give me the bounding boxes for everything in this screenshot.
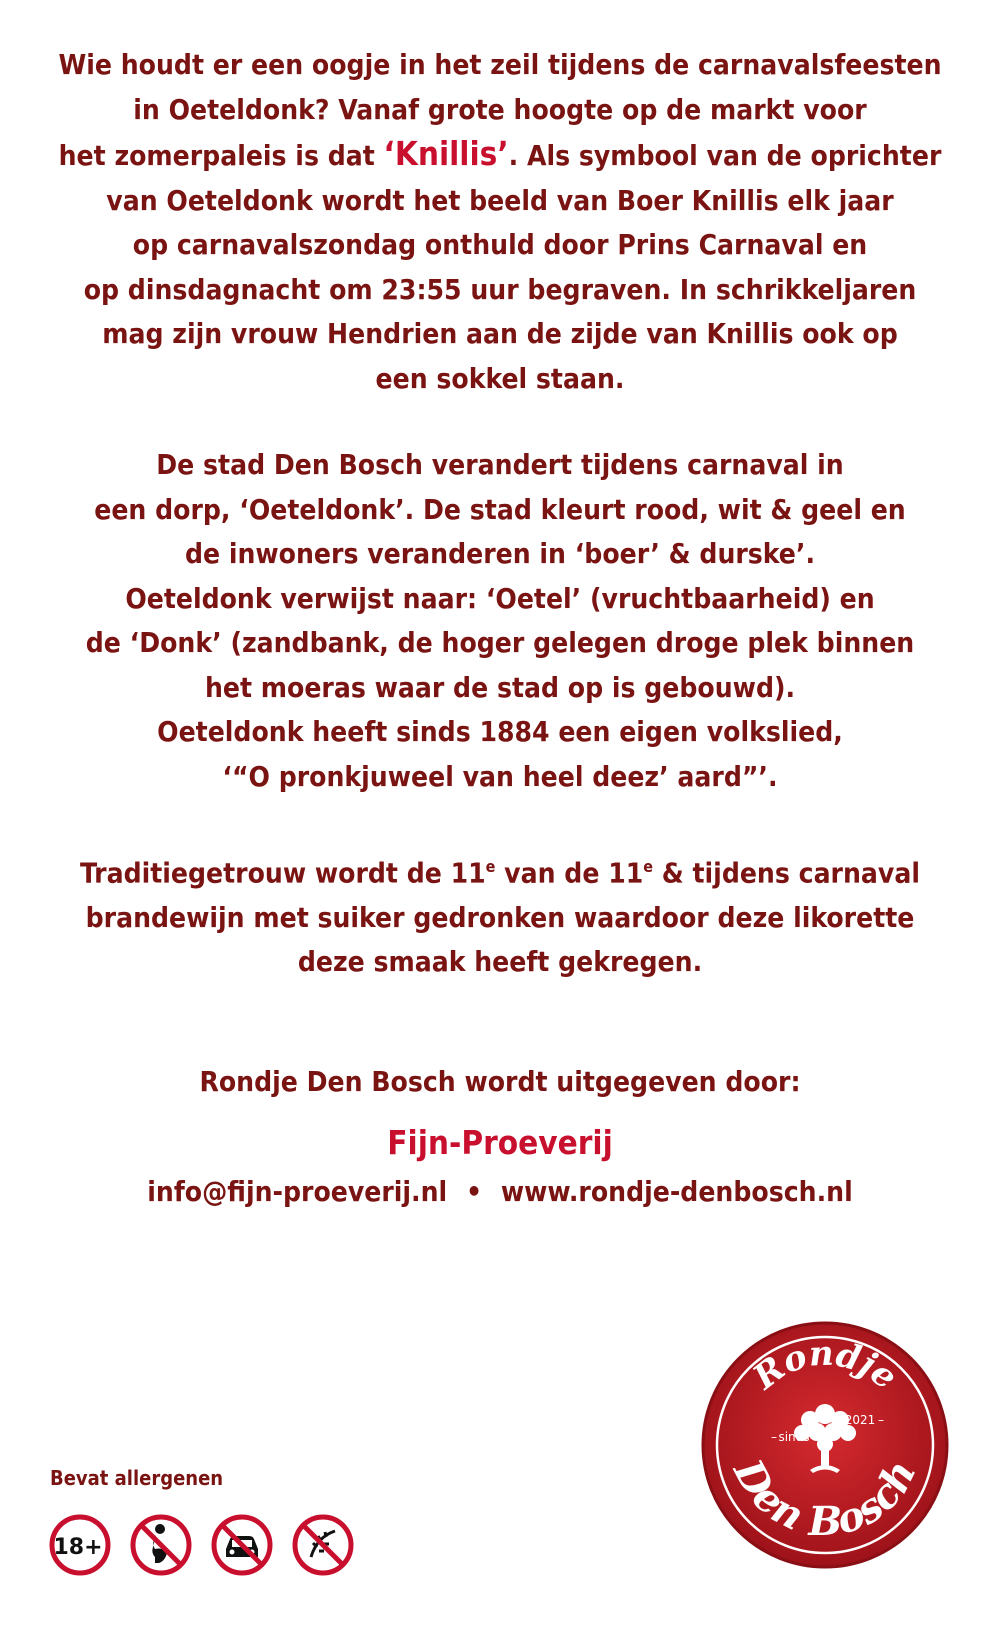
allergen-label: Bevat allergenen [50, 1466, 224, 1490]
text-line: brandewijn met suiker gedronken waardoor deze likorette [85, 900, 915, 934]
warning-icons [48, 1513, 355, 1577]
publisher-label: Rondje Den Bosch wordt uitgegeven door: [199, 1065, 801, 1098]
text-line: deze smaak heeft gekregen. [297, 945, 703, 979]
text-line: Traditiegetrouw wordt de 11e van de 11e & tijdens carnaval [80, 856, 920, 890]
no-pregnant-icon [129, 1513, 193, 1577]
text-line: De stad Den Bosch verandert tijdens carnaval in [156, 448, 844, 481]
text-line: in Oeteldonk? Vanaf grote hoogte op de markt voor [133, 92, 867, 126]
text-line: Oeteldonk verwijst naar: ‘Oetel’ (vruchtbaarheid) en [125, 581, 875, 615]
svg-text:18+: 18+ [53, 1535, 103, 1560]
paragraph-tradition [40, 845, 960, 985]
text-line: van Oeteldonk wordt het beeld van Boer Knillis elk jaar [106, 183, 894, 217]
text-line: op carnavalszondag onthuld door Prins Carnaval en [132, 228, 868, 261]
publisher-name: Fijn-Proeverij [387, 1123, 613, 1162]
paragraph-oeteldonk [40, 443, 960, 799]
text-line: een dorp, ‘Oeteldonk’. De stad kleurt rood, wit & geel en [94, 492, 906, 526]
publisher-contact [40, 1175, 960, 1208]
text-line: Oeteldonk heeft sinds 1884 een eigen volkslied, [157, 715, 843, 748]
text-line: een sokkel staan. [375, 361, 625, 395]
knillis-highlight: ‘Knillis’ [383, 134, 509, 173]
website-link[interactable]: www.rondje-denbosch.nl [500, 1175, 853, 1208]
svg-text:–: – [878, 1413, 884, 1427]
paragraph-knillis [40, 43, 960, 401]
rondje-den-bosch-logo [700, 1320, 950, 1570]
no-driving-icon [210, 1513, 274, 1577]
svg-text:sinds: sinds [778, 1430, 810, 1444]
18-plus-icon [48, 1513, 112, 1577]
text-line: Wie houdt er een oogje in het zeil tijdens de carnavalsfeesten [58, 48, 942, 81]
svg-text:Rondje: Rondje [745, 1333, 905, 1398]
text-line: op dinsdagnacht om 23:55 uur begraven. In schrikkeljaren [83, 272, 917, 306]
separator: • [465, 1175, 483, 1208]
svg-text:–: – [771, 1430, 777, 1444]
text-line: het zomerpaleis is dat ‘Knillis’. Als symbool van de oprichter [58, 134, 942, 173]
text-line: ‘“O pronkjuweel van heel deez’ aard”’. [222, 759, 778, 793]
text-line: de inwoners veranderen in ‘boer’ & durske’. [184, 537, 816, 570]
text-line: de ‘Donk’ (zandbank, de hoger gelegen droge plek binnen [85, 626, 915, 659]
text-line: mag zijn vrouw Hendrien aan de zijde van Knillis ook op [102, 317, 898, 350]
svg-text:Den Bosch: Den Bosch [724, 1451, 926, 1546]
text-line: het moeras waar de stad op is gebouwd). [204, 670, 796, 704]
svg-text:2021: 2021 [844, 1413, 876, 1427]
no-allergy-icon [291, 1513, 355, 1577]
email-link[interactable]: info@fijn-proeverij.nl [147, 1175, 448, 1208]
